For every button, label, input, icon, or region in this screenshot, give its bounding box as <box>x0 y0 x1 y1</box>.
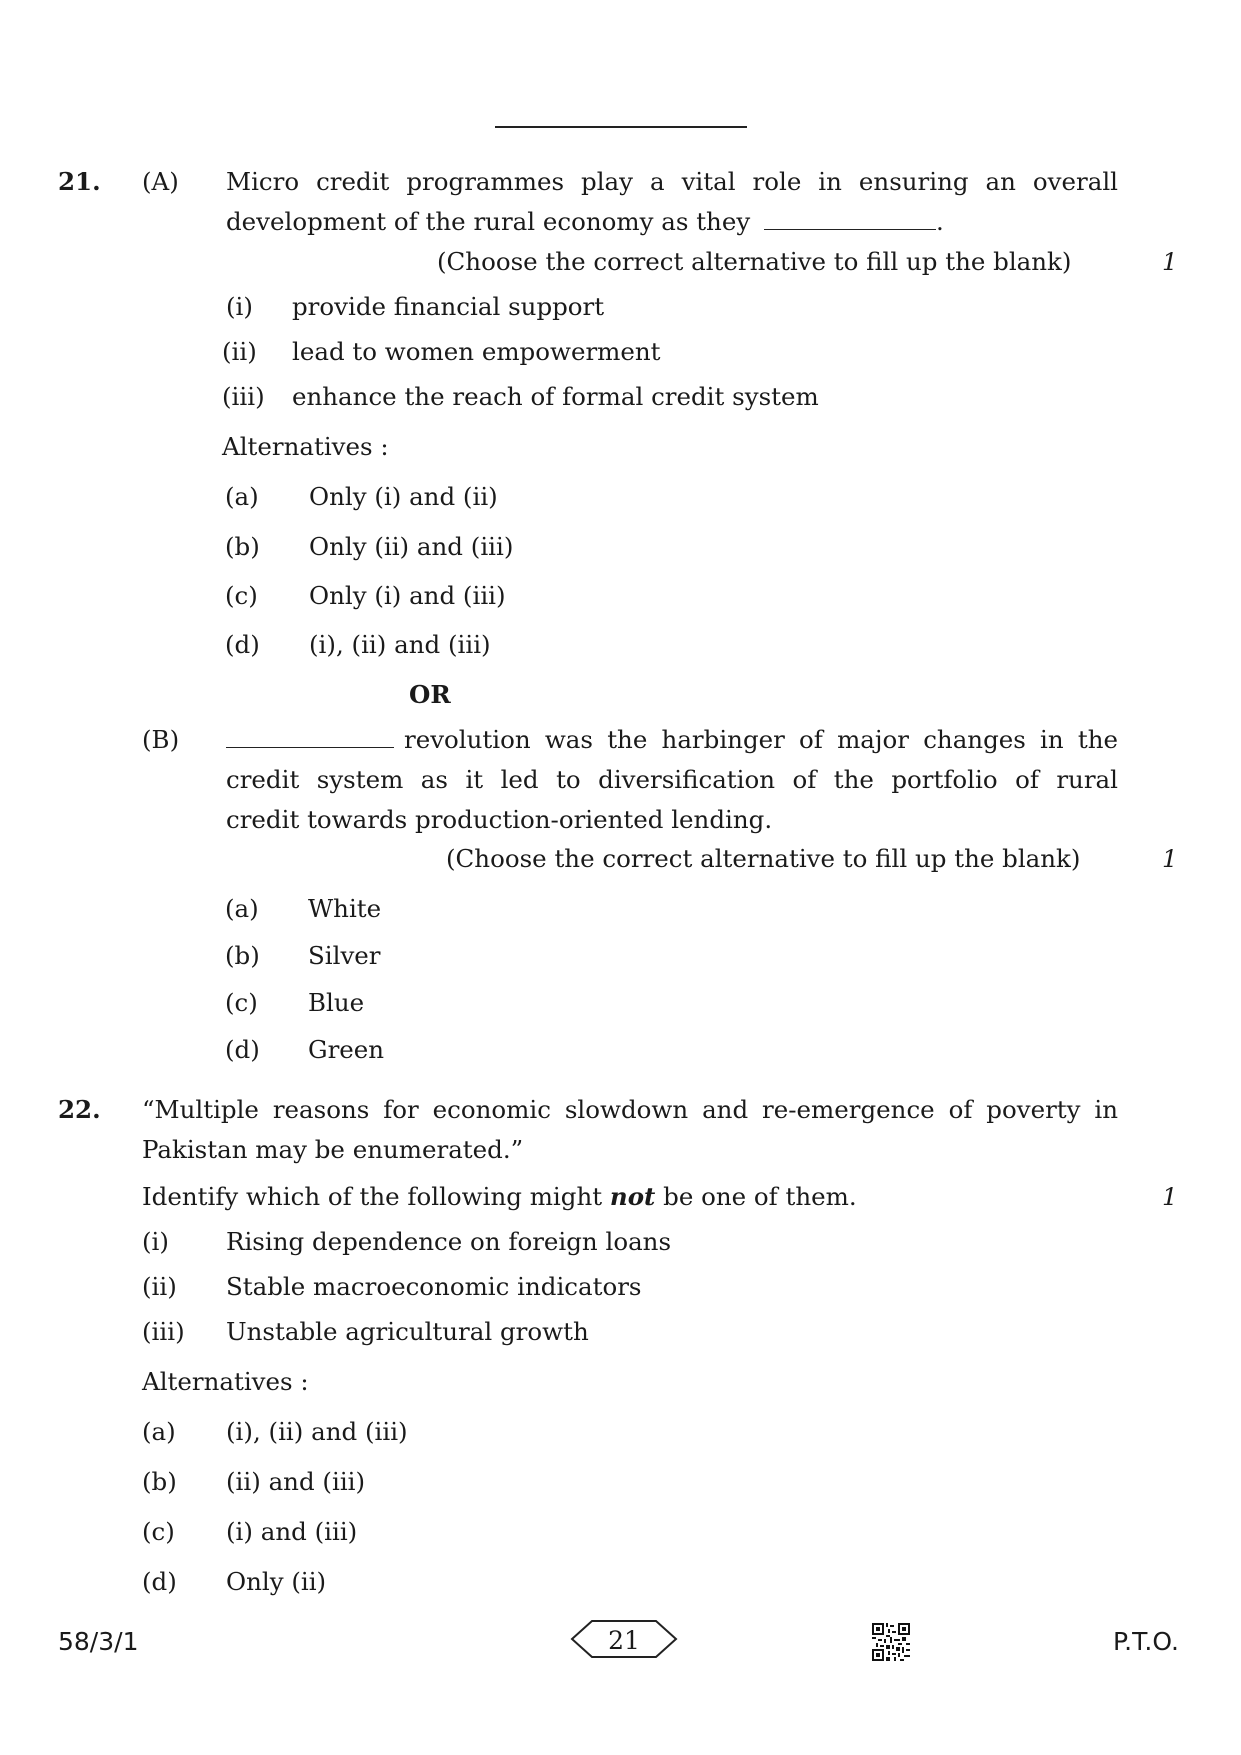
part-a-line-2-end: . <box>935 207 944 236</box>
option-text: Only (i) and (ii) <box>309 482 498 511</box>
q22-instruction-emphasis: not <box>609 1182 656 1211</box>
fill-blank <box>764 211 936 230</box>
or-separator: OR <box>409 680 451 709</box>
statement-number: (ii) <box>142 1272 177 1301</box>
option-letter: (c) <box>225 581 258 610</box>
option-letter: (c) <box>225 988 258 1017</box>
statement-number: (ii) <box>222 337 257 366</box>
statement-text: Unstable agricultural growth <box>226 1317 589 1346</box>
question-number-21: 21. <box>58 167 101 196</box>
statement-number: (i) <box>142 1227 169 1256</box>
pto-label: P.T.O. <box>1113 1627 1179 1656</box>
page-number: 21 <box>608 1626 640 1655</box>
q22-marks: 1 <box>1162 1182 1178 1211</box>
option-text: (i), (ii) and (iii) <box>309 630 491 659</box>
part-b-line-1-text: revolution was the harbinger of major changes in the <box>404 725 1118 754</box>
q22-instruction <box>142 1181 857 1213</box>
statement-number: (i) <box>226 292 253 321</box>
q22-line-2: Pakistan may be enumerated.” <box>142 1135 524 1164</box>
option-text: Green <box>308 1035 385 1064</box>
statement-text: lead to women empowerment <box>292 337 661 366</box>
option-letter: (a) <box>225 482 259 511</box>
option-text: (i) and (iii) <box>226 1517 358 1546</box>
part-b-instruction: (Choose the correct alternative to fill up the blank) <box>446 844 1081 873</box>
part-a-label: (A) <box>142 167 179 196</box>
option-letter: (b) <box>225 941 260 970</box>
option-text: Only (i) and (iii) <box>309 581 506 610</box>
option-text: Blue <box>308 988 365 1017</box>
q22-instruction-start: Identify which of the following might <box>142 1182 610 1211</box>
statement-text: enhance the reach of formal credit system <box>292 382 819 411</box>
alternatives-label: Alternatives : <box>222 432 389 461</box>
part-a-line-2 <box>226 206 944 238</box>
option-letter: (d) <box>142 1567 177 1596</box>
option-letter: (d) <box>225 1035 260 1064</box>
statement-number: (iii) <box>222 382 265 411</box>
option-letter: (c) <box>142 1517 175 1546</box>
part-b-line-1 <box>226 724 1118 756</box>
option-text: White <box>308 894 382 923</box>
option-text: Only (ii) and (iii) <box>309 532 514 561</box>
q22-instruction-end: be one of them. <box>655 1182 857 1211</box>
top-rule <box>495 126 747 128</box>
option-letter: (a) <box>225 894 259 923</box>
part-a-line-1: Micro credit programmes play a vital role in ensuring an overall <box>226 167 1118 196</box>
qr-code-icon <box>872 1623 910 1661</box>
statement-text: Stable macroeconomic indicators <box>226 1272 642 1301</box>
part-a-line-2-text: development of the rural economy as they <box>226 207 751 236</box>
part-a-instruction: (Choose the correct alternative to fill up the blank) <box>437 247 1072 276</box>
part-b-line-3: credit towards production-oriented lending. <box>226 805 773 834</box>
fill-blank <box>226 729 394 748</box>
statement-number: (iii) <box>142 1317 185 1346</box>
statement-text: Rising dependence on foreign loans <box>226 1227 672 1256</box>
page-number-badge <box>570 1619 678 1659</box>
option-text: Silver <box>308 941 381 970</box>
part-b-line-2: credit system as it led to diversification of the portfolio of rural <box>226 765 1118 794</box>
option-text: Only (ii) <box>226 1567 327 1596</box>
option-letter: (d) <box>225 630 260 659</box>
part-b-marks: 1 <box>1162 844 1178 873</box>
statement-text: provide financial support <box>292 292 605 321</box>
option-text: (i), (ii) and (iii) <box>226 1417 408 1446</box>
option-text: (ii) and (iii) <box>226 1467 366 1496</box>
alternatives-label: Alternatives : <box>142 1367 309 1396</box>
part-b-label: (B) <box>142 725 180 754</box>
paper-code: 58/3/1 <box>58 1627 139 1656</box>
q22-line-1: “Multiple reasons for economic slowdown and re-emergence of poverty in <box>142 1095 1118 1124</box>
question-number-22: 22. <box>58 1095 101 1124</box>
option-letter: (b) <box>225 532 260 561</box>
option-letter: (a) <box>142 1417 176 1446</box>
part-a-marks: 1 <box>1162 247 1178 276</box>
option-letter: (b) <box>142 1467 177 1496</box>
